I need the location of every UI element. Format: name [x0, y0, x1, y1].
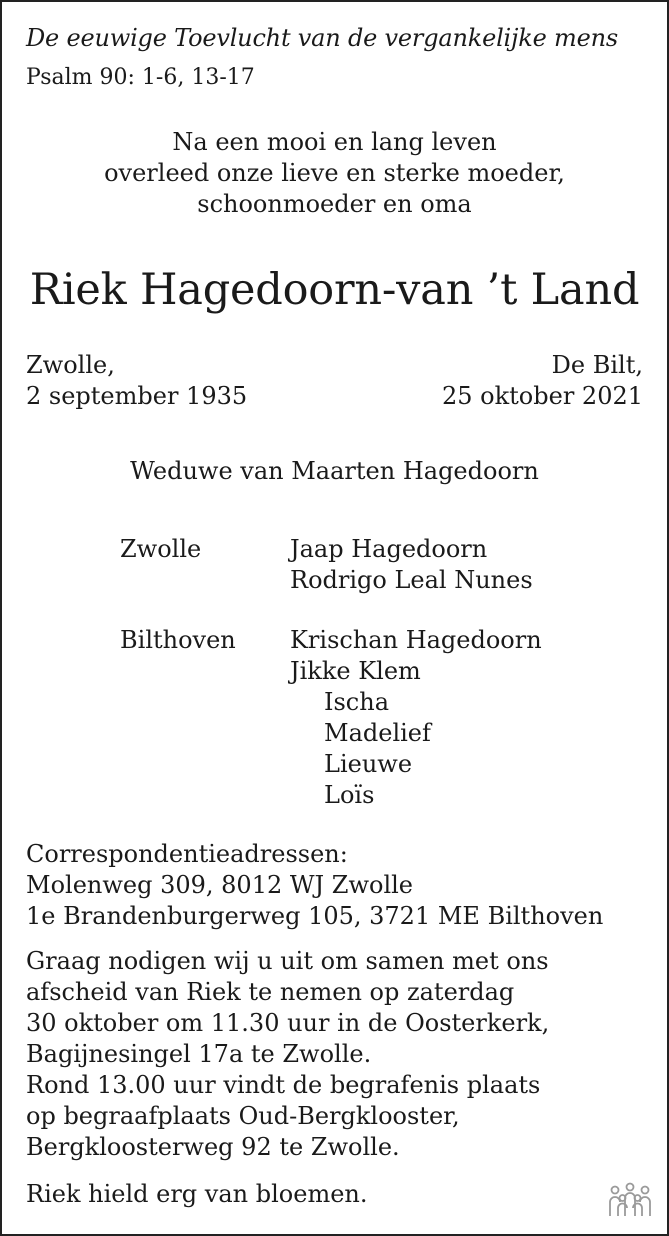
people-group-icon: [607, 1180, 653, 1220]
correspondence-address: 1e Brandenburgerweg 105, 3721 ME Bilthoven: [26, 902, 604, 930]
family-member: Rodrigo Leal Nunes: [290, 566, 533, 594]
invitation-line: afscheid van Riek te nemen op zaterdag: [26, 978, 515, 1006]
invitation-line: Rond 13.00 uur vindt de begrafenis plaats: [26, 1071, 541, 1099]
motto: De eeuwige Toevlucht van de vergankelijke mens: [26, 24, 618, 52]
family-place-zwolle: Zwolle: [120, 535, 202, 563]
grandchild: Loïs: [324, 781, 375, 809]
intro-line: Na een mooi en lang leven: [172, 128, 497, 156]
deceased-name: Riek Hagedoorn-van ’t Land: [29, 265, 640, 315]
correspondence-block: [26, 839, 603, 932]
death-place: De Bilt,: [551, 351, 643, 379]
invitation-line: 30 oktober om 11.30 uur in de Oosterkerk,: [26, 1009, 550, 1037]
death-date: 25 oktober 2021: [442, 382, 643, 410]
intro-line: overleed onze lieve en sterke moeder,: [104, 159, 565, 187]
family-member: Jikke Klem: [290, 657, 421, 685]
invitation-line: Bagijnesingel 17a te Zwolle.: [26, 1040, 372, 1068]
birth-place: Zwolle,: [26, 351, 115, 379]
flowers-note: Riek hield erg van bloemen.: [26, 1180, 368, 1208]
family-member: Jaap Hagedoorn: [290, 535, 488, 563]
intro-text: [2, 127, 667, 220]
family-names-zwolle: [290, 534, 533, 596]
invitation-line: Bergkloosterweg 92 te Zwolle.: [26, 1133, 400, 1161]
intro-line: schoonmoeder en oma: [197, 190, 472, 218]
family-member: Krischan Hagedoorn: [290, 626, 542, 654]
psalm-reference: Psalm 90: 1-6, 13-17: [26, 65, 255, 90]
correspondence-address: Molenweg 309, 8012 WJ Zwolle: [26, 871, 414, 899]
grandchild: Madelief: [324, 719, 431, 747]
correspondence-heading: Correspondentieadressen:: [26, 840, 348, 868]
grandchild: Lieuwe: [324, 750, 413, 778]
family-names-bilthoven: [290, 625, 542, 811]
invitation-text: [26, 946, 549, 1163]
birth-info: [26, 350, 247, 412]
birth-date: 2 september 1935: [26, 382, 248, 410]
grandchild: Ischa: [324, 688, 390, 716]
widow-line: Weduwe van Maarten Hagedoorn: [130, 457, 539, 485]
family-place-bilthoven: Bilthoven: [120, 626, 236, 654]
invitation-line: op begraafplaats Oud-Bergklooster,: [26, 1102, 460, 1130]
invitation-line: Graag nodigen wij u uit om samen met ons: [26, 947, 549, 975]
death-info: [442, 350, 643, 412]
